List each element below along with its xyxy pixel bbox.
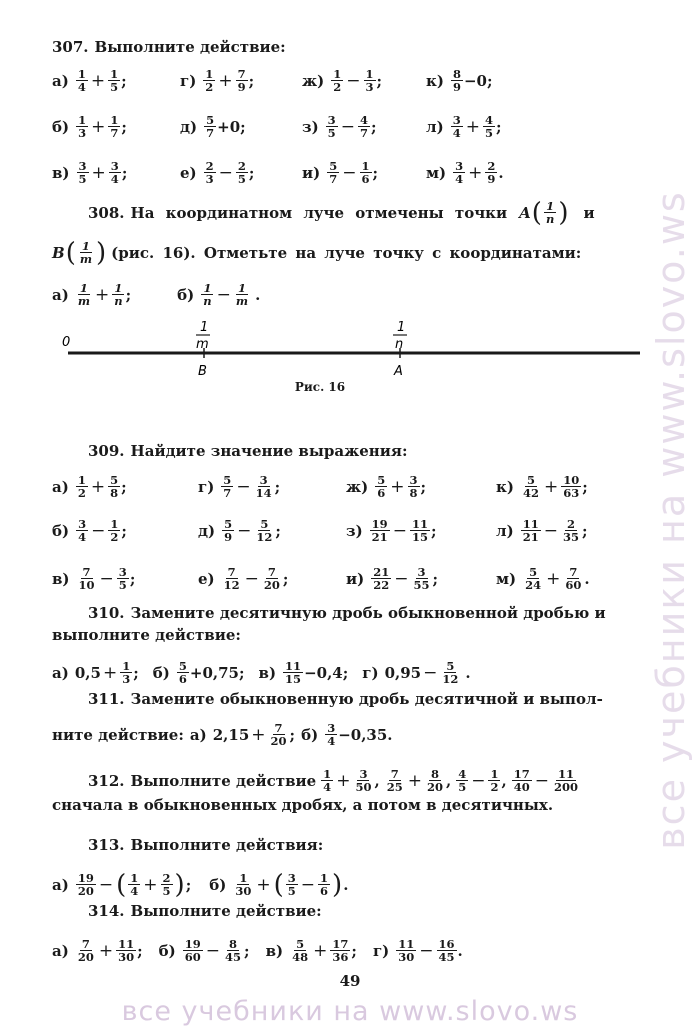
fraction: $\frac{1}{n}$ [545, 199, 555, 226]
punct: ; [274, 477, 281, 496]
fraction: $\frac{11}{30}$ [398, 937, 415, 964]
problem-308-line1 [88, 197, 620, 228]
tick-label-1n-num: 1 [397, 320, 406, 335]
operator: − [346, 70, 361, 91]
fraction: $\frac{5}{9}$ [224, 517, 233, 544]
item-label: ж) [302, 71, 325, 90]
problem-text: Выполните действия: [130, 836, 324, 854]
problem-number: 310. [88, 604, 125, 622]
fraction: $\frac{3}{50}$ [355, 767, 372, 794]
item-label: г) [372, 941, 390, 960]
zero-label: 0 [62, 335, 71, 350]
expression [455, 768, 507, 793]
item-label: б) [158, 941, 176, 960]
problem-number: 314. [88, 902, 125, 920]
fraction: $\frac{19}{60}$ [184, 937, 201, 964]
punct: ; [121, 163, 128, 182]
punct: ; [275, 521, 281, 540]
item-label: а) [52, 477, 69, 496]
exercise-item [373, 938, 463, 963]
exercise-item [180, 114, 246, 139]
operator: − [236, 476, 251, 497]
item-label: ж) [346, 477, 369, 496]
exercise-item [302, 114, 377, 139]
item-label: е) [180, 163, 197, 182]
exercise-item [496, 474, 588, 499]
exercise-item [52, 160, 127, 185]
fraction: $\frac{1}{4}$ [77, 67, 86, 94]
fraction: $\frac{2}{9}$ [487, 159, 496, 186]
problem-310-line1 [88, 604, 620, 622]
punct: ; [372, 163, 379, 182]
operator: + [407, 770, 422, 791]
item-label: к) [426, 71, 444, 90]
point-b-label: B [198, 364, 207, 379]
exercise-item [496, 518, 588, 543]
operator: − [534, 770, 549, 791]
punct: , [445, 771, 452, 790]
exercise-item [346, 518, 437, 543]
punct: ; [430, 521, 437, 540]
operator: − [342, 162, 357, 183]
punct: ; [486, 71, 493, 90]
problem-310-items: а) 0,5 + $\frac{1}{3}$ ; б) $\frac{5}{6}$ +0,75; в) $\frac{11}{15}$ −0,4; г) 0,95 − $\frac{5}{12}$ . [52, 659, 471, 686]
operator: + [91, 116, 106, 137]
problem-313-items: а) $\frac{19}{20}$ − ( $\frac{1}{4}$ + $\frac{2}{5}$ ) ; б) $\frac{1}{30}$ + ( $\frac{3}{5}$ − $\frac{1}{6}$ ) . [52, 869, 349, 900]
punct: ; [248, 71, 255, 90]
operator: − [394, 568, 409, 589]
exercise-item [198, 474, 280, 499]
fraction: $\frac{3}{4}$ [455, 159, 464, 186]
operator: + [390, 476, 405, 497]
fraction: $\frac{3}{5}$ [78, 159, 87, 186]
item-label: л) [426, 117, 444, 136]
fraction: $\frac{1}{7}$ [110, 113, 119, 140]
item-label: м) [426, 163, 447, 182]
fraction: $\frac{10}{63}$ [563, 473, 580, 500]
fraction: $\frac{2}{5}$ [237, 159, 246, 186]
punct: ; [420, 477, 427, 496]
item-label: б) [52, 117, 70, 136]
punct: ; [282, 569, 289, 588]
fraction: $\frac{21}{22}$ [373, 565, 390, 592]
punct: , [501, 771, 507, 790]
exercise-item [426, 68, 493, 93]
fraction: $\frac{7}{9}$ [237, 67, 246, 94]
exercise-item [426, 114, 502, 139]
item-label: в) [52, 569, 70, 588]
problem-311-line1 [88, 690, 620, 708]
operator: − [218, 162, 233, 183]
fraction: $\frac{8}{45}$ [225, 937, 242, 964]
and-word: и [583, 203, 595, 222]
punct: ; [370, 117, 377, 136]
problem-number: 307. [52, 38, 89, 56]
problem-text: выполните действие: [52, 626, 241, 644]
punct: ; [121, 117, 127, 136]
fraction: $\frac{7}{60}$ [565, 565, 582, 592]
item-label: д) [198, 521, 216, 540]
operator: + [543, 476, 559, 497]
punct: ; [121, 71, 127, 90]
open-paren: ( [65, 237, 76, 268]
operator: + [468, 162, 483, 183]
fraction: $\frac{1}{n}$ [203, 281, 212, 308]
punct: ; [121, 521, 127, 540]
fraction: $\frac{1}{2}$ [490, 767, 499, 794]
operator: − [205, 940, 221, 961]
problem-text: ните действие: [52, 725, 184, 744]
fraction: $\frac{1}{6}$ [361, 159, 370, 186]
fraction: $\frac{8}{20}$ [426, 767, 443, 794]
fraction: $\frac{3}{4}$ [78, 517, 87, 544]
problem-314-heading [88, 902, 620, 920]
fractions-list [316, 768, 585, 793]
punct: ; [581, 521, 588, 540]
fraction: $\frac{1}{5}$ [110, 67, 119, 94]
fraction: $\frac{7}{12}$ [223, 565, 240, 592]
operator: + [546, 568, 561, 589]
fraction: $\frac{5}{48}$ [292, 937, 309, 964]
operator: − [99, 568, 114, 589]
fraction: $\frac{17}{40}$ [513, 767, 530, 794]
exercise-item [52, 938, 143, 963]
item-label: г) [198, 477, 215, 496]
fraction: $\frac{7}{25}$ [386, 767, 403, 794]
item-label: к) [496, 477, 514, 496]
exercise-item [346, 566, 438, 591]
coordinate-ray-figure [0, 318, 700, 382]
problem-308-line2 [52, 237, 620, 268]
fraction: $\frac{1}{m}$ [79, 239, 93, 266]
operator: − [471, 770, 486, 791]
item-label: а) [52, 285, 69, 304]
item-label: м) [496, 569, 517, 588]
fraction: $\frac{4}{5}$ [484, 113, 493, 140]
exercise-item [198, 566, 288, 591]
fraction: $\frac{7}{20}$ [77, 937, 94, 964]
operand: +0 [217, 117, 241, 136]
item-label: е) [198, 569, 215, 588]
fraction: $\frac{11}{30}$ [118, 937, 135, 964]
problem-text: На координатном луче отмечены точки [130, 203, 508, 222]
problem-310-line2 [52, 626, 620, 644]
operand: −0 [463, 71, 487, 90]
punct: ; [240, 117, 246, 136]
figure-caption: Рис. 16 [294, 380, 346, 394]
problem-text: Замените обыкновенную дробь десятичной и выпол- [130, 690, 603, 708]
fraction: $\frac{1}{3}$ [365, 67, 374, 94]
exercise-item [52, 114, 127, 139]
punct: ; [582, 477, 588, 496]
item-label: г) [180, 71, 197, 90]
problem-number: 313. [88, 836, 125, 854]
punct: ; [376, 71, 383, 90]
operator: + [91, 162, 106, 183]
fraction: $\frac{1}{2}$ [333, 67, 342, 94]
point-a-label: A [394, 364, 403, 379]
problem-text: сначала в обыкновенных дробях, а потом в десятичных. [52, 796, 554, 814]
punct: . [457, 941, 463, 960]
fraction: $\frac{7}{10}$ [78, 565, 95, 592]
tick-label-1n-den: n [395, 337, 404, 352]
operator: + [336, 770, 351, 791]
problem-314-items [52, 938, 620, 963]
point-b-name: B [52, 243, 65, 262]
fraction: $\frac{2}{35}$ [562, 517, 579, 544]
fraction: $\frac{11}{200}$ [553, 767, 578, 794]
tick-label-1m-den: m [196, 337, 209, 352]
operator: − [392, 520, 407, 541]
exercise-item [180, 160, 254, 185]
punct: ; [244, 941, 250, 960]
item-label: а) [52, 71, 69, 90]
operator: + [465, 116, 480, 137]
operator: − [419, 940, 434, 961]
operator: − [340, 116, 355, 137]
problem-text: Замените десятичную дробь обыкновенной дробью и [130, 604, 606, 622]
exercise-item [496, 566, 590, 591]
fraction: $\frac{2}{3}$ [205, 159, 214, 186]
fraction: $\frac{1}{n}$ [114, 281, 123, 308]
fraction: $\frac{3}{4}$ [110, 159, 119, 186]
fraction: $\frac{5}{6}$ [377, 473, 386, 500]
problem-307-heading [52, 38, 620, 56]
problem-312-line1 [88, 768, 620, 793]
fraction: $\frac{1}{m}$ [235, 281, 249, 308]
fraction: $\frac{11}{21}$ [522, 517, 539, 544]
fraction: $\frac{3}{4}$ [452, 113, 461, 140]
operator: + [218, 70, 233, 91]
fraction: $\frac{1}{2}$ [205, 67, 214, 94]
item-label: и) [346, 569, 365, 588]
punct: . [584, 569, 590, 588]
problem-311-line2: ните действие: а) 2,15 + $\frac{7}{20}$ ; б) $\frac{3}{4}$ −0,35. [52, 721, 393, 748]
punct: , [374, 771, 380, 790]
fraction: $\frac{3}{5}$ [118, 565, 127, 592]
fraction: $\frac{3}{8}$ [409, 473, 418, 500]
exercise-item [302, 68, 382, 93]
punct: ; [432, 569, 439, 588]
punct: . [498, 163, 504, 182]
item-label: б) [177, 285, 195, 304]
fraction: $\frac{19}{21}$ [371, 517, 388, 544]
problem-308-items: а) $\frac{1}{m}$ + $\frac{1}{n}$ ; б) $\frac{1}{n}$ − $\frac{1}{m}$ . [52, 281, 261, 308]
fraction: $\frac{5}{12}$ [256, 517, 273, 544]
operator: − [237, 520, 252, 541]
expression [511, 768, 581, 793]
fraction: $\frac{17}{36}$ [332, 937, 349, 964]
item-label: в) [52, 163, 70, 182]
exercise-item [52, 68, 127, 93]
item-label: з) [302, 117, 319, 136]
problem-text: Выполните действие: [130, 902, 322, 920]
item-label: з) [346, 521, 363, 540]
exercise-item [52, 566, 135, 591]
problem-number: 312. [88, 771, 125, 790]
expression [384, 768, 452, 793]
watermark-bottom: все учебники на www.slovo.ws [121, 996, 579, 1027]
fraction: $\frac{1}{4}$ [323, 767, 332, 794]
problem-number: 308. [88, 203, 125, 222]
problem-312-line2 [52, 796, 620, 814]
fraction: $\frac{3}{5}$ [327, 113, 336, 140]
fraction: $\frac{7}{20}$ [263, 565, 280, 592]
fraction: $\frac{5}{24}$ [525, 565, 542, 592]
exercise-item [266, 938, 357, 963]
point-a-name: A [519, 203, 531, 222]
problem-text: Выполните действие [130, 771, 317, 790]
item-label: д) [180, 117, 198, 136]
problem-text: Выполните действие: [94, 38, 286, 56]
operator: + [313, 940, 328, 961]
punct: ; [129, 569, 136, 588]
fraction: $\frac{4}{7}$ [359, 113, 368, 140]
exercise-item [52, 518, 127, 543]
item-label: б) [52, 521, 70, 540]
close-paren: ) [96, 237, 107, 268]
fraction: $\frac{5}{42}$ [522, 473, 539, 500]
punct: ; [121, 477, 127, 496]
fraction: $\frac{5}{8}$ [110, 473, 119, 500]
item-label: и) [302, 163, 321, 182]
punct: ; [137, 941, 143, 960]
punct: ; [248, 163, 255, 182]
fraction: $\frac{8}{9}$ [452, 67, 461, 94]
item-label: в) [265, 941, 284, 960]
fraction: $\frac{1}{2}$ [110, 517, 119, 544]
problem-text: Найдите значение выражения: [130, 442, 408, 460]
problem-number: 309. [88, 442, 125, 460]
problem-text: (рис. 16). Отметьте на луче точку с координатами: [111, 243, 582, 262]
exercise-item [198, 518, 281, 543]
fraction: $\frac{1}{m}$ [77, 281, 90, 308]
fraction: $\frac{4}{5}$ [458, 767, 467, 794]
close-paren: ) [558, 197, 569, 228]
fraction: $\frac{1}{3}$ [78, 113, 87, 140]
page-number: 49 [339, 972, 361, 990]
fraction: $\frac{5}{7}$ [223, 473, 232, 500]
punct: ; [351, 941, 357, 960]
item-label: л) [496, 521, 514, 540]
operator: − [543, 520, 558, 541]
operator: + [90, 476, 106, 497]
exercise-item [346, 474, 426, 499]
operator: + [90, 70, 106, 91]
operator: − [244, 568, 259, 589]
punct: ; [495, 117, 502, 136]
exercise-item [426, 160, 504, 185]
fraction: $\frac{1}{2}$ [77, 473, 86, 500]
open-paren: ( [531, 197, 542, 228]
tick-label-1m-num: 1 [200, 320, 209, 335]
problem-309-heading [88, 442, 620, 460]
exercise-item [180, 68, 254, 93]
fraction: $\frac{5}{7}$ [329, 159, 338, 186]
problem-313-heading [88, 836, 620, 854]
exercise-item [302, 160, 378, 185]
expression [320, 768, 380, 793]
fraction: $\frac{5}{7}$ [206, 113, 215, 140]
item-label: а) [52, 941, 69, 960]
fraction: $\frac{3}{55}$ [413, 565, 430, 592]
operator: + [98, 940, 114, 961]
exercise-item [52, 474, 127, 499]
problem-number: 311. [88, 690, 125, 708]
fraction: $\frac{16}{45}$ [438, 937, 455, 964]
watermark-side: все учебники на www.slovo.ws [649, 190, 693, 850]
fraction: $\frac{3}{14}$ [255, 473, 272, 500]
exercise-item [159, 938, 250, 963]
operator: − [91, 520, 106, 541]
fraction: $\frac{11}{15}$ [411, 517, 428, 544]
